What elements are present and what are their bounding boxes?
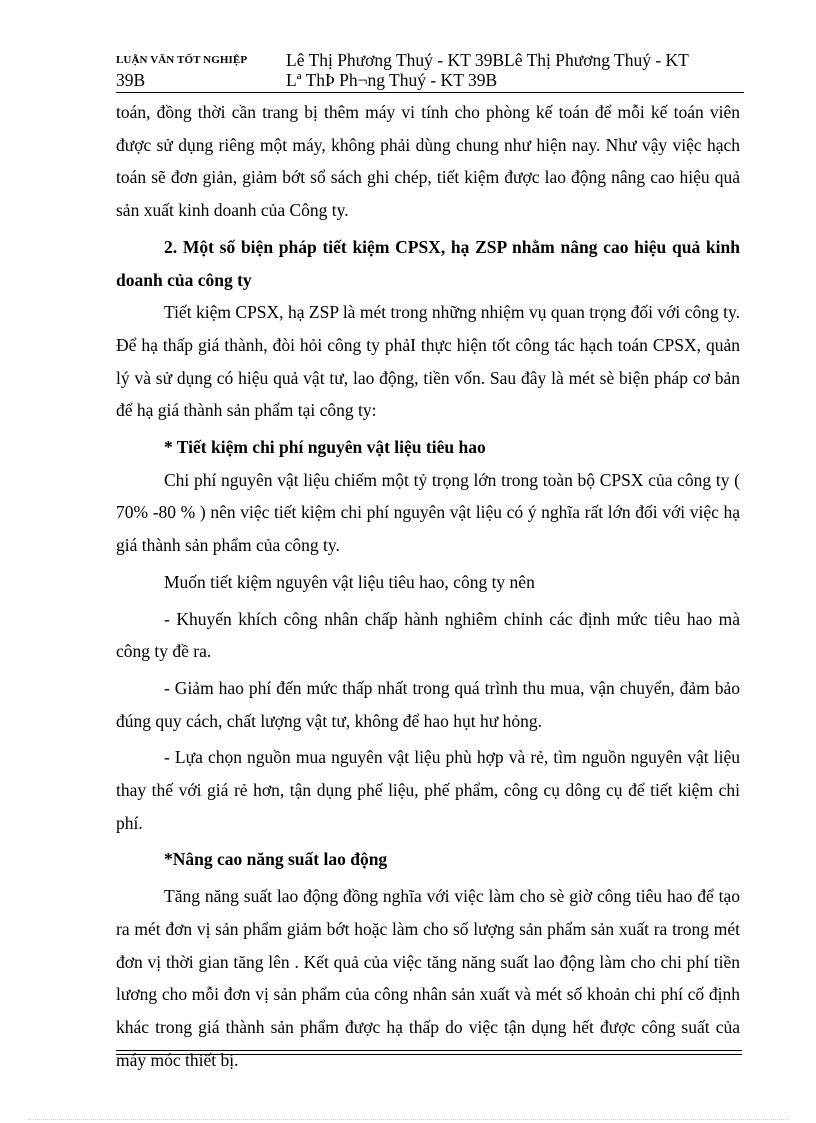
subsection-heading: *Nâng cao năng suất lao động [164,849,388,870]
list-item: - Khuyến khích công nhân chấp hành nghiêm chỉnh các định mức tiêu hao mà công ty đề ra. [116,608,740,662]
paragraph: Tiết kiệm CPSX, hạ ZSP là mét trong những nhiệm vụ quan trọng đối với công ty. Để hạ thấp giá thành, đòi hỏi công ty phảI thực hiện tốt công tác hạch toán CPSX, quản lý và sử dụng có hiệu quả vật tư, lao động, tiền vốn. Sau đây là mét sè biện pháp cơ bản để hạ giá thành sản phẩm tại công ty: [116,302,740,421]
list-item: - Giảm hao phí đến mức thấp nhất trong quá trình thu mua, vận chuyển, đảm bảo đúng quy cách, chất lượng vật tư, không để hao hụt hư hỏng. [116,677,740,731]
footer-rule [116,1050,742,1055]
paragraph: Muốn tiết kiệm nguyên vật liệu tiêu hao, công ty nên [164,571,535,592]
document-body [116,96,740,1076]
header-rule [116,92,744,93]
header-class-code: 39B [116,70,146,90]
header-second-line [116,70,498,91]
subsection-heading: * Tiết kiệm chi phí nguyên vật liệu tiêu hao [164,437,486,458]
paragraph: toán, đồng thời cần trang bị thêm máy vi tính cho phòng kế toán để mỗi kế toán viên được sử dụng riêng một máy, không phải dùng chung như hiện nay. Như vậy việc hạch toán sẽ đơn giản, giảm bớt sổ sách ghi chép, tiết kiệm được lao động nâng cao hiệu quả sản xuất kinh doanh của Công ty. [116,102,740,221]
paragraph: Tăng năng suất lao động đồng nghĩa với việc làm cho sè giờ công tiêu hao để tạo ra mét đơn vị sản phẩm giảm bớt hoặc làm cho số lượng sản phẩm sản xuất ra trong mét đơn vị thời gian tăng lên . Kết quả của việc tăng năng suất lao động làm cho chi phí tiền lương cho mỗi đơn vị sản phẩm của công nhân sản xuất và mét số khoản chi phí cố định khác trong giá thành sản phẩm được hạ thấp do việc tận dụng hết được công suất của máy móc thiết bị. [116,886,740,1070]
list-item: - Lựa chọn nguồn mua nguyên vật liệu phù hợp và rẻ, tìm nguồn nguyên vật liệu thay thế với giá rẻ hơn, tận dụng phế liệu, phế phẩm, công cụ dông cụ để tiết kiệm chi phí. [116,747,740,833]
page-edge-dotted-line [28,1119,788,1120]
header-label: LUẬN VĂN TỐT NGHIỆP [116,54,248,66]
header-author-encoded: Lª ThÞ Ph¬ng Thuý - KT 39B [286,70,498,90]
header-author-line: Lê Thị Phương Thuý - KT 39BLê Thị Phương Thuý - KT [286,50,689,70]
paragraph: Chi phí nguyên vật liệu chiếm một tỷ trọng lớn trong toàn bộ CPSX của công ty ( 70% -80 % ) nên việc tiết kiệm chi phí nguyên vật liệu có ý nghĩa rất lớn đối với việc hạ giá thành sản phẩm của công ty. [116,469,740,556]
section-heading: 2. Một số biện pháp tiết kiệm CPSX, hạ ZSP nhằm nâng cao hiệu quả kinh doanh của công ty [116,236,740,290]
